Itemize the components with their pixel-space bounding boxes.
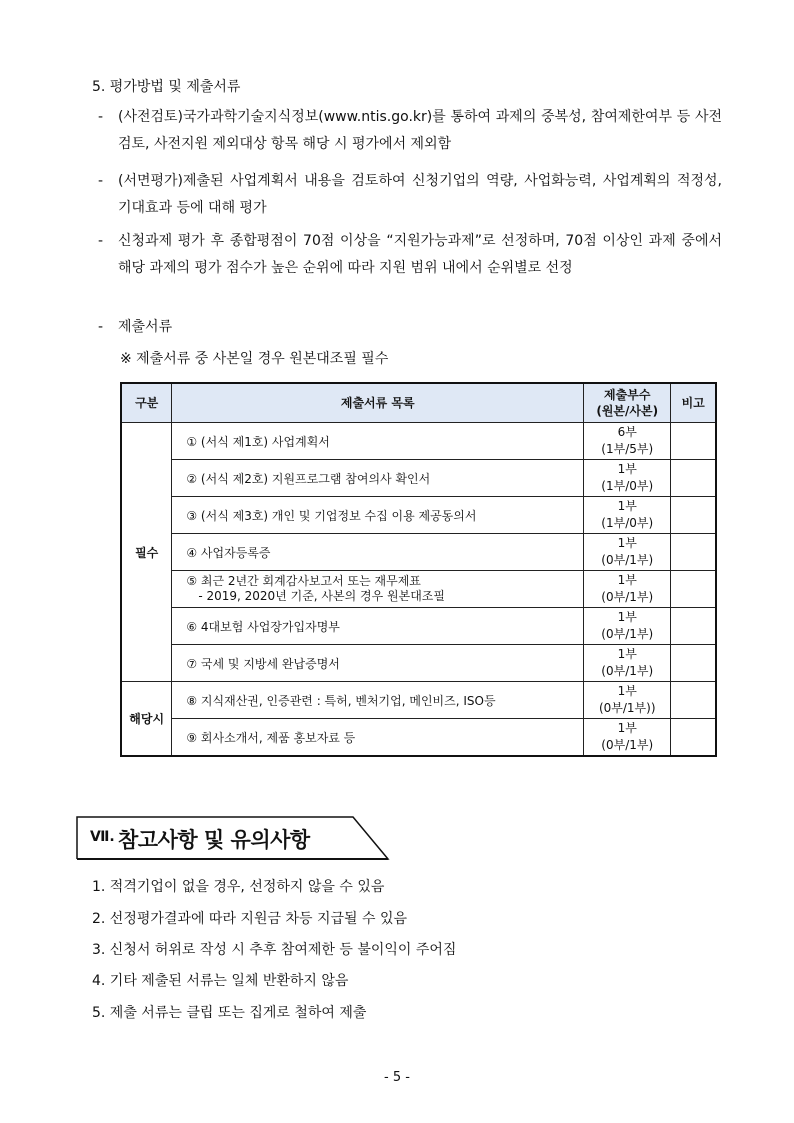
doc-count: 1부 bbox=[617, 610, 637, 624]
table-row bbox=[121, 645, 716, 682]
notice-item: 1. 적격기업이 없을 경우, 선정하지 않을 수 있음 bbox=[92, 879, 385, 895]
table-header-row bbox=[121, 383, 716, 423]
remark-cell bbox=[671, 497, 716, 534]
doc-name-cell bbox=[172, 571, 584, 608]
remark-cell bbox=[671, 423, 716, 460]
header-name: 제출서류 목록 bbox=[172, 383, 584, 423]
bullet-dash: - bbox=[98, 319, 104, 335]
notice-item: 4. 기타 제출된 서류는 일체 반환하지 않음 bbox=[92, 973, 349, 989]
category-cell: 필수 bbox=[121, 423, 172, 682]
table-row bbox=[121, 608, 716, 645]
doc-count-detail: (0부/1부) bbox=[601, 627, 654, 641]
bullet-text: 신청과제 평가 후 종합평점이 70점 이상을 “지원가능과제”로 선정하며, 70점 이상인 과제 중에서 해당 과제의 평가 점수가 높은 순위에 따라 지원 범위 내에서 순위별로 선정 bbox=[118, 233, 722, 276]
documents-table bbox=[120, 382, 717, 757]
header-count-line1: 제출부수 bbox=[604, 388, 651, 402]
doc-name-cell: ⑥ 4대보험 사업장가입자명부 bbox=[172, 608, 584, 645]
doc-count: 1부 bbox=[617, 647, 637, 661]
doc-count-detail: (0부/1부) bbox=[601, 590, 654, 604]
header-category: 구분 bbox=[121, 383, 172, 423]
bullet-dash: - bbox=[98, 173, 104, 189]
doc-count: 1부 bbox=[617, 721, 637, 735]
bullet-text: (서면평가)제출된 사업계획서 내용을 검토하여 신청기업의 역량, 사업화능력, 사업계획의 적정성, 기대효과 등에 대해 평가 bbox=[118, 173, 722, 216]
doc-name-line1: ⑤ 최근 2년간 회계감사보고서 또는 재무제표 bbox=[186, 574, 421, 588]
doc-count-detail: (1부/5부) bbox=[601, 442, 654, 456]
doc-name-cell: ⑧ 지식재산권, 인증관련 : 특허, 벤처기업, 메인비즈, ISO등 bbox=[172, 682, 584, 719]
notice-item: 2. 선정평가결과에 따라 지원금 차등 지급될 수 있음 bbox=[92, 911, 407, 927]
doc-name-line2: - 2019, 2020년 기준, 사본의 경우 원본대조필 bbox=[198, 589, 445, 603]
doc-count-detail: (1부/0부) bbox=[601, 479, 654, 493]
bullet-dash: - bbox=[98, 233, 104, 249]
table-row bbox=[121, 460, 716, 497]
doc-count: 1부 bbox=[617, 462, 637, 476]
doc-name-cell: ① (서식 제1호) 사업계획서 bbox=[172, 423, 584, 460]
doc-count-cell bbox=[584, 571, 671, 608]
bullet-text: (사전검토)국가과학기술지식정보(www.ntis.go.kr)를 통하여 과제의 중복성, 참여제한여부 등 사전검토, 사전지원 제외대상 항목 해당 시 평가에서 제외함 bbox=[118, 109, 722, 152]
doc-count-detail: (0부/1부) bbox=[601, 738, 654, 752]
doc-name-cell: ⑦ 국세 및 지방세 완납증명서 bbox=[172, 645, 584, 682]
banner-title: 참고사항 및 유의사항 bbox=[118, 828, 310, 852]
doc-name-cell: ⑨ 회사소개서, 제품 홍보자료 등 bbox=[172, 719, 584, 757]
doc-count: 1부 bbox=[617, 499, 637, 513]
remark-cell bbox=[671, 719, 716, 757]
doc-count-cell bbox=[584, 719, 671, 757]
doc-count-cell bbox=[584, 608, 671, 645]
page-number: - 5 - bbox=[384, 1070, 410, 1085]
doc-count: 1부 bbox=[617, 573, 637, 587]
note-text: ※ 제출서류 중 사본일 경우 원본대조필 필수 bbox=[120, 351, 389, 367]
bullet-item bbox=[98, 314, 722, 341]
bullet-item bbox=[98, 104, 722, 158]
banner-number: Ⅶ. bbox=[90, 829, 115, 845]
notice-item: 5. 제출 서류는 클립 또는 집게로 철하여 제출 bbox=[92, 1005, 367, 1021]
doc-count-cell bbox=[584, 460, 671, 497]
bullet-item bbox=[98, 228, 722, 282]
remark-cell bbox=[671, 682, 716, 719]
remark-cell bbox=[671, 571, 716, 608]
doc-name-cell: ② (서식 제2호) 지원프로그램 참여의사 확인서 bbox=[172, 460, 584, 497]
doc-count-cell bbox=[584, 423, 671, 460]
bullet-dash: - bbox=[98, 109, 104, 125]
doc-count-cell bbox=[584, 645, 671, 682]
table-row bbox=[121, 719, 716, 757]
header-remark: 비고 bbox=[671, 383, 716, 423]
header-count bbox=[584, 383, 671, 423]
remark-cell bbox=[671, 645, 716, 682]
table-row bbox=[121, 497, 716, 534]
doc-count-cell bbox=[584, 534, 671, 571]
table-row bbox=[121, 682, 716, 719]
doc-count-detail: (0부/1부) bbox=[601, 664, 654, 678]
doc-count-detail: (1부/0부) bbox=[601, 516, 654, 530]
section-banner bbox=[76, 816, 396, 860]
doc-count-cell bbox=[584, 497, 671, 534]
section-title: 5. 평가방법 및 제출서류 bbox=[92, 79, 241, 95]
doc-count: 1부 bbox=[617, 536, 637, 550]
doc-name-cell: ④ 사업자등록증 bbox=[172, 534, 584, 571]
header-count-line2: (원본/사본) bbox=[596, 404, 659, 418]
doc-count: 1부 bbox=[617, 684, 637, 698]
table-row bbox=[121, 571, 716, 608]
category-cell: 해당시 bbox=[121, 682, 172, 757]
remark-cell bbox=[671, 608, 716, 645]
doc-count-detail: (0부/1부)) bbox=[598, 701, 656, 715]
bullet-item bbox=[98, 168, 722, 222]
bullet-text: 제출서류 bbox=[118, 319, 173, 335]
notice-item: 3. 신청서 허위로 작성 시 추후 참여제한 등 불이익이 주어짐 bbox=[92, 942, 457, 958]
remark-cell bbox=[671, 534, 716, 571]
table-row bbox=[121, 423, 716, 460]
doc-count-detail: (0부/1부) bbox=[601, 553, 654, 567]
doc-count: 6부 bbox=[617, 425, 637, 439]
table-row bbox=[121, 534, 716, 571]
doc-count-cell bbox=[584, 682, 671, 719]
doc-name-cell: ③ (서식 제3호) 개인 및 기업정보 수집 이용 제공동의서 bbox=[172, 497, 584, 534]
remark-cell bbox=[671, 460, 716, 497]
